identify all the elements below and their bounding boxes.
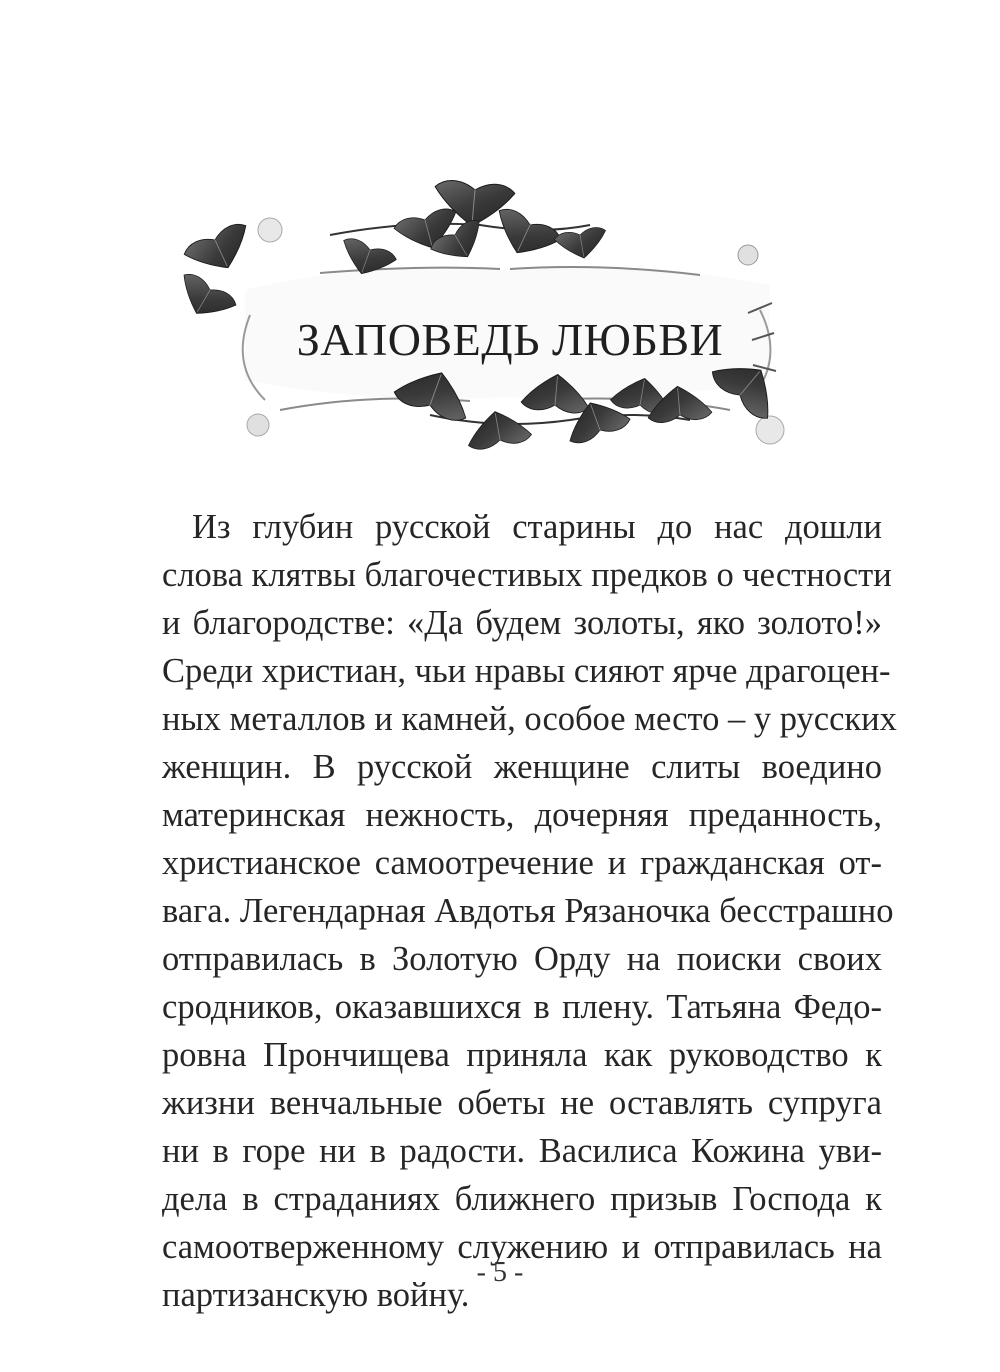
chapter-title: ЗАПОВЕДЬ ЛЮБВИ <box>296 314 724 365</box>
paragraph-line: материнская нежность, дочерняя преданность, <box>162 796 882 834</box>
paragraph-line: сродников, оказавшихся в плену. Татьяна Федо- <box>162 988 882 1026</box>
paragraph-line: отправилась в Золотую Орду на поиски своих <box>162 940 882 978</box>
paragraph-line: жизни венчальные обеты не оставлять супруга <box>162 1084 882 1122</box>
paragraph-line: женщин. В русской женщине слиты воедино <box>162 748 882 786</box>
paragraph-line: Среди христиан, чьи нравы сияют ярче драгоцен- <box>162 652 891 690</box>
paragraph-line: дела в страданиях ближнего призыв Господа к <box>162 1180 882 1218</box>
paragraph-line: ровна Прончищева приняла как руководство к <box>162 1036 882 1074</box>
paragraph-line: ных металлов и камней, особое место – у русских <box>162 700 897 738</box>
paragraph-line: самоотверженному служению и отправилась на <box>162 1228 882 1266</box>
chapter-paragraph <box>162 503 897 1319</box>
page-number: - 5 - <box>476 1257 524 1288</box>
paragraph-line: вага. Легендарная Авдотья Рязаночка бесстрашно <box>162 892 894 930</box>
paragraph-line: слова клятвы благочестивых предков о честности <box>162 556 892 594</box>
paragraph-line: партизанскую войну. <box>162 1276 470 1314</box>
paragraph-line: и благородстве: «Да будем золоты, яко золото!» <box>162 604 882 642</box>
paragraph-line: Из глубин русской старины до нас дошли <box>192 508 882 546</box>
paragraph-line: ни в горе ни в радости. Василиса Кожина уви- <box>162 1132 882 1170</box>
paragraph-line: христианское самоотречение и гражданская от- <box>162 844 882 882</box>
